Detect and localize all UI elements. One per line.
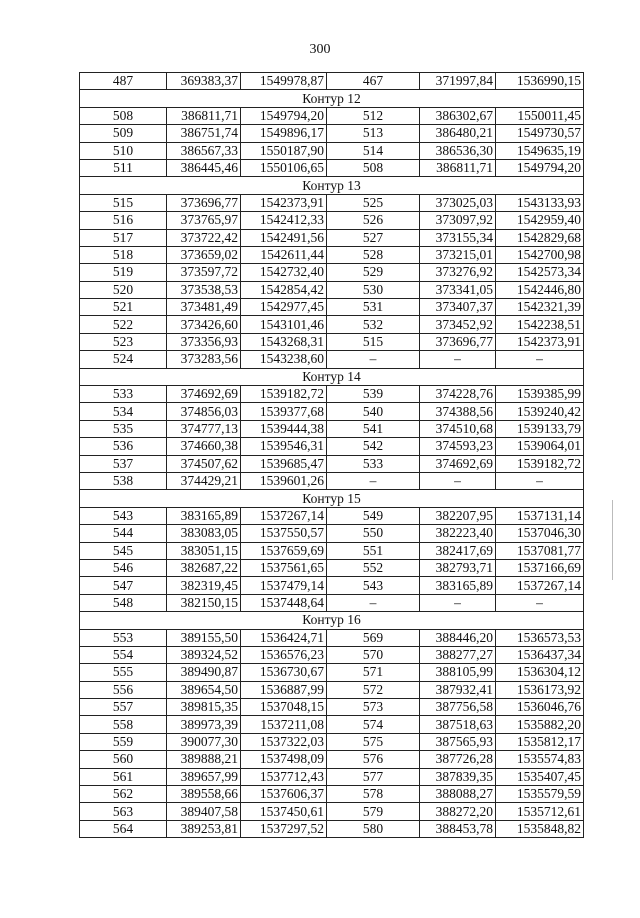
y-coordinate: 1539385,99	[496, 386, 584, 403]
y-coordinate: 1542412,33	[241, 212, 327, 229]
x-coordinate: 382223,40	[420, 525, 496, 542]
y-coordinate: 1537081,77	[496, 542, 584, 559]
point-number: 545	[80, 542, 167, 559]
point-number: 560	[80, 751, 167, 768]
point-number: 557	[80, 699, 167, 716]
y-coordinate: 1537606,37	[241, 786, 327, 803]
x-coordinate: –	[420, 351, 496, 368]
point-number: 559	[80, 733, 167, 750]
point-number: 523	[80, 333, 167, 350]
x-coordinate: 386302,67	[420, 107, 496, 124]
point-number: 487	[80, 73, 167, 90]
table-row	[80, 542, 584, 559]
x-coordinate: 373407,37	[420, 299, 496, 316]
y-coordinate: 1539546,31	[241, 438, 327, 455]
contour-header-row	[80, 368, 584, 385]
x-coordinate: 374777,13	[167, 420, 241, 437]
x-coordinate: 386567,33	[167, 142, 241, 159]
x-coordinate: 374692,69	[420, 455, 496, 472]
y-coordinate: 1536173,92	[496, 681, 584, 698]
coordinates-table	[79, 72, 584, 838]
y-coordinate: 1536990,15	[496, 73, 584, 90]
contour-title: Контур 14	[80, 368, 584, 385]
point-number: 536	[80, 438, 167, 455]
y-coordinate: 1537046,30	[496, 525, 584, 542]
point-number: 543	[327, 577, 420, 594]
table-row	[80, 299, 584, 316]
table-row	[80, 681, 584, 698]
y-coordinate: 1536437,34	[496, 646, 584, 663]
y-coordinate: 1543238,60	[241, 351, 327, 368]
point-number: 547	[80, 577, 167, 594]
x-coordinate: 383051,15	[167, 542, 241, 559]
y-coordinate: 1539064,01	[496, 438, 584, 455]
point-number: 580	[327, 820, 420, 837]
point-number: 515	[80, 194, 167, 211]
x-coordinate: 374429,21	[167, 472, 241, 489]
point-number: 574	[327, 716, 420, 733]
y-coordinate: 1549978,87	[241, 73, 327, 90]
table-row	[80, 403, 584, 420]
point-number: 518	[80, 246, 167, 263]
point-number: 564	[80, 820, 167, 837]
point-number: 526	[327, 212, 420, 229]
x-coordinate: 387565,93	[420, 733, 496, 750]
table-row	[80, 333, 584, 350]
y-coordinate: 1549896,17	[241, 125, 327, 142]
x-coordinate: 373696,77	[167, 194, 241, 211]
x-coordinate: 374228,76	[420, 386, 496, 403]
table-row	[80, 281, 584, 298]
x-coordinate: 373356,93	[167, 333, 241, 350]
x-coordinate: 371997,84	[420, 73, 496, 90]
point-number: 509	[80, 125, 167, 142]
point-number: –	[327, 472, 420, 489]
x-coordinate: 383165,89	[420, 577, 496, 594]
y-coordinate: 1536046,76	[496, 699, 584, 716]
point-number: –	[327, 351, 420, 368]
x-coordinate: 386811,71	[167, 107, 241, 124]
table-row	[80, 386, 584, 403]
point-number: 572	[327, 681, 420, 698]
x-coordinate: 374660,38	[167, 438, 241, 455]
x-coordinate: 387839,35	[420, 768, 496, 785]
x-coordinate: 389407,58	[167, 803, 241, 820]
y-coordinate: 1550106,65	[241, 159, 327, 176]
table-row	[80, 577, 584, 594]
y-coordinate: 1542700,98	[496, 246, 584, 263]
point-number: 533	[80, 386, 167, 403]
table-row	[80, 229, 584, 246]
y-coordinate: 1542491,56	[241, 229, 327, 246]
x-coordinate: 387518,63	[420, 716, 496, 733]
point-number: 571	[327, 664, 420, 681]
y-coordinate: 1549794,20	[241, 107, 327, 124]
point-number: 522	[80, 316, 167, 333]
y-coordinate: 1535882,20	[496, 716, 584, 733]
x-coordinate: 373025,03	[420, 194, 496, 211]
point-number: 573	[327, 699, 420, 716]
point-number: 517	[80, 229, 167, 246]
x-coordinate: 388088,27	[420, 786, 496, 803]
y-coordinate: 1536576,23	[241, 646, 327, 663]
point-number: 534	[80, 403, 167, 420]
point-number: 543	[80, 507, 167, 524]
table-row	[80, 803, 584, 820]
point-number: 532	[327, 316, 420, 333]
point-number: 576	[327, 751, 420, 768]
x-coordinate: 374510,68	[420, 420, 496, 437]
point-number: 577	[327, 768, 420, 785]
y-coordinate: 1535407,45	[496, 768, 584, 785]
y-coordinate: 1542373,91	[496, 333, 584, 350]
y-coordinate: 1539685,47	[241, 455, 327, 472]
x-coordinate: 386536,30	[420, 142, 496, 159]
y-coordinate: 1539133,79	[496, 420, 584, 437]
y-coordinate: –	[496, 472, 584, 489]
table-row	[80, 699, 584, 716]
y-coordinate: 1539240,42	[496, 403, 584, 420]
x-coordinate: 382207,95	[420, 507, 496, 524]
point-number: 579	[327, 803, 420, 820]
y-coordinate: 1542446,80	[496, 281, 584, 298]
point-number: 553	[80, 629, 167, 646]
y-coordinate: 1537322,03	[241, 733, 327, 750]
point-number: 554	[80, 646, 167, 663]
x-coordinate: 382793,71	[420, 559, 496, 576]
point-number: 555	[80, 664, 167, 681]
contour-title: Контур 13	[80, 177, 584, 194]
point-number: 521	[80, 299, 167, 316]
point-number: 516	[80, 212, 167, 229]
y-coordinate: 1539377,68	[241, 403, 327, 420]
x-coordinate: 389657,99	[167, 768, 241, 785]
x-coordinate: 387756,58	[420, 699, 496, 716]
x-coordinate: 382319,45	[167, 577, 241, 594]
y-coordinate: 1543101,46	[241, 316, 327, 333]
x-coordinate: 389253,81	[167, 820, 241, 837]
page-number: 300	[309, 42, 331, 57]
point-number: 558	[80, 716, 167, 733]
y-coordinate: –	[496, 594, 584, 611]
point-number: 538	[80, 472, 167, 489]
scan-artifact-line	[612, 500, 613, 580]
point-number: 575	[327, 733, 420, 750]
y-coordinate: 1535848,82	[496, 820, 584, 837]
point-number: 544	[80, 525, 167, 542]
point-number: 515	[327, 333, 420, 350]
table-row	[80, 264, 584, 281]
y-coordinate: 1537498,09	[241, 751, 327, 768]
x-coordinate: 389558,66	[167, 786, 241, 803]
point-number: 529	[327, 264, 420, 281]
contour-header-row	[80, 177, 584, 194]
x-coordinate: 389973,39	[167, 716, 241, 733]
y-coordinate: 1542373,91	[241, 194, 327, 211]
x-coordinate: 373659,02	[167, 246, 241, 263]
y-coordinate: 1535712,61	[496, 803, 584, 820]
x-coordinate: 389888,21	[167, 751, 241, 768]
y-coordinate: 1537712,43	[241, 768, 327, 785]
point-number: –	[327, 594, 420, 611]
x-coordinate: 388446,20	[420, 629, 496, 646]
point-number: 569	[327, 629, 420, 646]
point-number: 530	[327, 281, 420, 298]
x-coordinate: 373283,56	[167, 351, 241, 368]
point-number: 570	[327, 646, 420, 663]
x-coordinate: 373765,97	[167, 212, 241, 229]
x-coordinate: 386480,21	[420, 125, 496, 142]
x-coordinate: 373696,77	[420, 333, 496, 350]
y-coordinate: 1542611,44	[241, 246, 327, 263]
table-row	[80, 142, 584, 159]
y-coordinate: 1550011,45	[496, 107, 584, 124]
point-number: 525	[327, 194, 420, 211]
y-coordinate: 1535812,17	[496, 733, 584, 750]
table-row	[80, 733, 584, 750]
point-number: 546	[80, 559, 167, 576]
table-row	[80, 629, 584, 646]
y-coordinate: 1537267,14	[496, 577, 584, 594]
y-coordinate: 1536730,67	[241, 664, 327, 681]
x-coordinate: 388453,78	[420, 820, 496, 837]
point-number: 511	[80, 159, 167, 176]
point-number: 519	[80, 264, 167, 281]
x-coordinate: 382150,15	[167, 594, 241, 611]
point-number: 556	[80, 681, 167, 698]
y-coordinate: 1542321,39	[496, 299, 584, 316]
point-number: 548	[80, 594, 167, 611]
point-number: 551	[327, 542, 420, 559]
x-coordinate: 387726,28	[420, 751, 496, 768]
table-row	[80, 594, 584, 611]
table-row	[80, 507, 584, 524]
x-coordinate: 389490,87	[167, 664, 241, 681]
x-coordinate: 373155,34	[420, 229, 496, 246]
x-coordinate: 374388,56	[420, 403, 496, 420]
point-number: 550	[327, 525, 420, 542]
y-coordinate: 1542732,40	[241, 264, 327, 281]
y-coordinate: 1537297,52	[241, 820, 327, 837]
point-number: 527	[327, 229, 420, 246]
x-coordinate: –	[420, 594, 496, 611]
y-coordinate: 1536304,12	[496, 664, 584, 681]
y-coordinate: 1542977,45	[241, 299, 327, 316]
y-coordinate: 1542829,68	[496, 229, 584, 246]
contour-header-row	[80, 490, 584, 507]
point-number: 524	[80, 351, 167, 368]
x-coordinate: 369383,37	[167, 73, 241, 90]
y-coordinate: 1537267,14	[241, 507, 327, 524]
y-coordinate: 1537479,14	[241, 577, 327, 594]
point-number: 549	[327, 507, 420, 524]
y-coordinate: –	[496, 351, 584, 368]
x-coordinate: 387932,41	[420, 681, 496, 698]
y-coordinate: 1537131,14	[496, 507, 584, 524]
point-number: 531	[327, 299, 420, 316]
x-coordinate: 373426,60	[167, 316, 241, 333]
x-coordinate: 383083,05	[167, 525, 241, 542]
table-row	[80, 438, 584, 455]
x-coordinate: 383165,89	[167, 507, 241, 524]
table-row	[80, 786, 584, 803]
point-number: 510	[80, 142, 167, 159]
x-coordinate: 374856,03	[167, 403, 241, 420]
table-row	[80, 212, 584, 229]
y-coordinate: 1537211,08	[241, 716, 327, 733]
y-coordinate: 1543133,93	[496, 194, 584, 211]
table-row	[80, 246, 584, 263]
x-coordinate: 373722,42	[167, 229, 241, 246]
x-coordinate: 388272,20	[420, 803, 496, 820]
y-coordinate: 1535574,83	[496, 751, 584, 768]
table-row	[80, 351, 584, 368]
x-coordinate: 373481,49	[167, 299, 241, 316]
point-number: 508	[327, 159, 420, 176]
point-number: 508	[80, 107, 167, 124]
y-coordinate: 1537659,69	[241, 542, 327, 559]
point-number: 514	[327, 142, 420, 159]
y-coordinate: 1537550,57	[241, 525, 327, 542]
point-number: 537	[80, 455, 167, 472]
y-coordinate: 1537448,64	[241, 594, 327, 611]
point-number: 512	[327, 107, 420, 124]
x-coordinate: 373452,92	[420, 316, 496, 333]
x-coordinate: 386751,74	[167, 125, 241, 142]
point-number: 542	[327, 438, 420, 455]
x-coordinate: 374593,23	[420, 438, 496, 455]
x-coordinate: 382687,22	[167, 559, 241, 576]
contour-title: Контур 16	[80, 612, 584, 629]
y-coordinate: 1537450,61	[241, 803, 327, 820]
table-row	[80, 716, 584, 733]
y-coordinate: 1539444,38	[241, 420, 327, 437]
point-number: 561	[80, 768, 167, 785]
x-coordinate: 390077,30	[167, 733, 241, 750]
x-coordinate: –	[420, 472, 496, 489]
x-coordinate: 373341,05	[420, 281, 496, 298]
contour-header-row	[80, 90, 584, 107]
point-number: 541	[327, 420, 420, 437]
x-coordinate: 382417,69	[420, 542, 496, 559]
y-coordinate: 1542238,51	[496, 316, 584, 333]
x-coordinate: 373215,01	[420, 246, 496, 263]
x-coordinate: 373597,72	[167, 264, 241, 281]
table-row	[80, 559, 584, 576]
table-row	[80, 751, 584, 768]
table-row	[80, 420, 584, 437]
x-coordinate: 374692,69	[167, 386, 241, 403]
x-coordinate: 373276,92	[420, 264, 496, 281]
point-number: 540	[327, 403, 420, 420]
x-coordinate: 386445,46	[167, 159, 241, 176]
y-coordinate: 1539182,72	[241, 386, 327, 403]
table-row	[80, 194, 584, 211]
y-coordinate: 1539182,72	[496, 455, 584, 472]
table-row	[80, 159, 584, 176]
contour-title: Контур 12	[80, 90, 584, 107]
y-coordinate: 1537561,65	[241, 559, 327, 576]
y-coordinate: 1549730,57	[496, 125, 584, 142]
x-coordinate: 389155,50	[167, 629, 241, 646]
x-coordinate: 373097,92	[420, 212, 496, 229]
y-coordinate: 1542854,42	[241, 281, 327, 298]
table-row	[80, 316, 584, 333]
point-number: 552	[327, 559, 420, 576]
x-coordinate: 374507,62	[167, 455, 241, 472]
point-number: 578	[327, 786, 420, 803]
coordinates-table-body	[80, 73, 584, 838]
y-coordinate: 1549794,20	[496, 159, 584, 176]
table-row	[80, 455, 584, 472]
table-row	[80, 525, 584, 542]
y-coordinate: 1539601,26	[241, 472, 327, 489]
x-coordinate: 386811,71	[420, 159, 496, 176]
contour-header-row	[80, 612, 584, 629]
point-number: 520	[80, 281, 167, 298]
table-row	[80, 472, 584, 489]
table-row	[80, 646, 584, 663]
x-coordinate: 388105,99	[420, 664, 496, 681]
y-coordinate: 1537048,15	[241, 699, 327, 716]
point-number: 528	[327, 246, 420, 263]
table-row	[80, 664, 584, 681]
y-coordinate: 1536887,99	[241, 681, 327, 698]
x-coordinate: 389654,50	[167, 681, 241, 698]
x-coordinate: 389815,35	[167, 699, 241, 716]
y-coordinate: 1543268,31	[241, 333, 327, 350]
y-coordinate: 1542573,34	[496, 264, 584, 281]
x-coordinate: 388277,27	[420, 646, 496, 663]
y-coordinate: 1535579,59	[496, 786, 584, 803]
table-row	[80, 125, 584, 142]
table-row	[80, 73, 584, 90]
y-coordinate: 1550187,90	[241, 142, 327, 159]
x-coordinate: 389324,52	[167, 646, 241, 663]
y-coordinate: 1536573,53	[496, 629, 584, 646]
point-number: 467	[327, 73, 420, 90]
y-coordinate: 1549635,19	[496, 142, 584, 159]
point-number: 539	[327, 386, 420, 403]
table-row	[80, 107, 584, 124]
table-row	[80, 768, 584, 785]
table-row	[80, 820, 584, 837]
y-coordinate: 1542959,40	[496, 212, 584, 229]
point-number: 535	[80, 420, 167, 437]
x-coordinate: 373538,53	[167, 281, 241, 298]
point-number: 562	[80, 786, 167, 803]
point-number: 533	[327, 455, 420, 472]
contour-title: Контур 15	[80, 490, 584, 507]
y-coordinate: 1537166,69	[496, 559, 584, 576]
y-coordinate: 1536424,71	[241, 629, 327, 646]
point-number: 563	[80, 803, 167, 820]
point-number: 513	[327, 125, 420, 142]
